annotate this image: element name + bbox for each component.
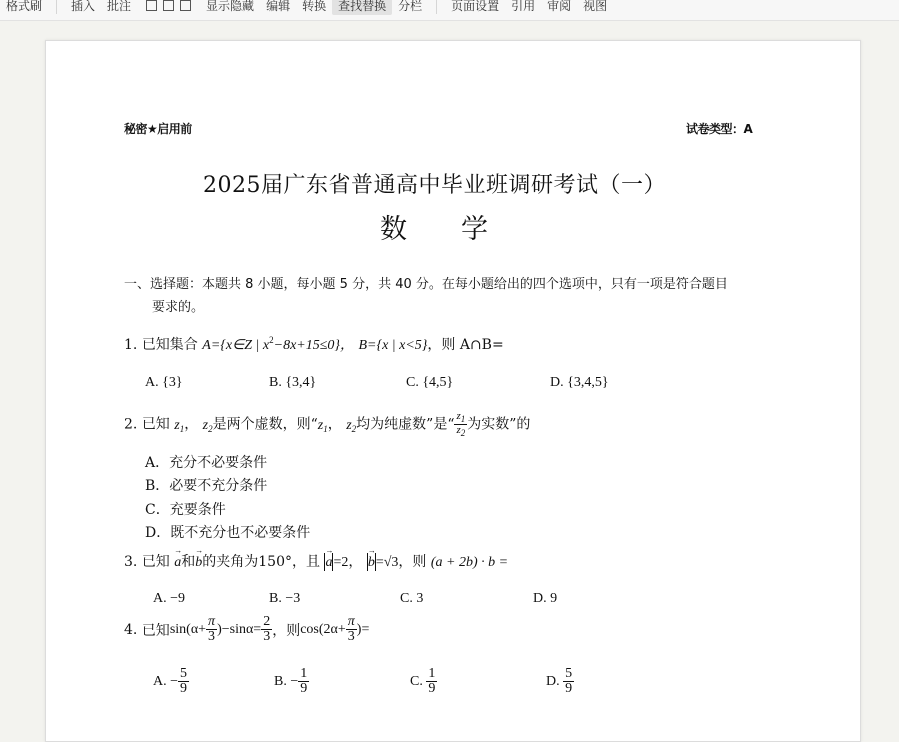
rhs-rest: )= <box>356 621 370 637</box>
question-4 <box>124 615 369 644</box>
question-number: 4. <box>124 621 138 638</box>
pi-over-3: $\frac{\pi}{3}$ <box>347 614 355 644</box>
q1-option-b: B. {3,4} <box>269 375 317 390</box>
q3-option-b: B. −3 <box>269 591 301 606</box>
question-text: 已知 <box>141 416 170 433</box>
toolbar-item-show-hide[interactable]: 显示隐藏 <box>206 0 255 13</box>
copy-icon <box>163 0 174 11</box>
q4-option-b: B. − $\frac{1}{9}$ <box>274 666 308 696</box>
question-1 <box>124 334 504 354</box>
question-2 <box>124 411 530 438</box>
z1-over-z2: $\frac{z_1}{z_2}$ <box>456 410 466 438</box>
toolbar-separator <box>56 0 57 14</box>
question-number: 1. <box>124 337 138 353</box>
ribbon-toolbar <box>0 0 899 21</box>
toolbar-item-format-painter[interactable]: 格式刷 <box>6 0 43 13</box>
dot-product-expression: (a + 2b) · b = <box>430 555 509 570</box>
q4-option-a: A. − $\frac{5}{9}$ <box>153 666 188 696</box>
question-number: 3. <box>124 554 138 570</box>
toolbar-item-view[interactable]: 视图 <box>583 0 608 13</box>
set-a: A={x∈Z | x <box>202 338 270 353</box>
question-text: 已知 <box>141 554 170 570</box>
vector-a: → a <box>174 555 181 571</box>
section-heading-line1: 一、选择题：本题共 8 小题，每小题 5 分，共 40 分。在每小题给出的四个选项中，只有一项是符合题目 <box>124 277 728 292</box>
lhs-rest: )−sinα= <box>217 621 262 637</box>
z2: $z_2$ <box>346 417 357 434</box>
comma: ， <box>327 416 342 433</box>
question-text: 是两个虚数，则“ <box>212 416 318 433</box>
question-text: 已知 <box>141 622 170 639</box>
question-3 <box>124 551 508 571</box>
q4-option-c: C. $\frac{1}{9}$ <box>410 666 436 696</box>
toolbar-item-insert[interactable]: 插入 <box>71 0 96 13</box>
question-text: 均为纯虚数”是“ <box>356 416 455 433</box>
exam-title: 2025届广东省普通高中毕业班调研考试（一） <box>203 173 666 198</box>
z2: $z_2$ <box>202 417 213 434</box>
question-text: 已知集合 <box>141 337 198 353</box>
z1: $z_1$ <box>174 417 185 434</box>
set-b: B={x | x<5} <box>358 338 428 353</box>
toolbar-item-convert[interactable]: 转换 <box>302 0 327 13</box>
page-icon <box>146 0 157 11</box>
comma: ， <box>184 416 199 433</box>
equation: =√3，则 <box>375 555 427 570</box>
q1-option-d: D. {3,4,5} <box>550 375 609 390</box>
q1-option-a: A. {3} <box>145 375 183 390</box>
toolbar-item-edit[interactable]: 编辑 <box>266 0 291 13</box>
vector-b: → b <box>195 555 202 571</box>
q2-option-a: A．充分不必要条件 <box>145 455 268 471</box>
question-text: ，则 <box>272 622 301 639</box>
q2-option-c: C．充要条件 <box>145 502 226 518</box>
arrow-icon <box>180 0 191 11</box>
two-thirds: $\frac{2}{3}$ <box>263 614 271 644</box>
vector-a: → a <box>325 555 332 571</box>
set-a-rest: −8x+15≤0}， <box>273 338 355 353</box>
header-secret: 秘密★启用前 <box>124 122 192 136</box>
toolbar-item-columns[interactable]: 分栏 <box>398 0 423 13</box>
z1: $z_1$ <box>317 417 328 434</box>
toolbar-icon-group[interactable] <box>137 0 200 15</box>
vector-b: → b <box>368 555 375 571</box>
subject-title: 数 学 <box>380 214 488 245</box>
q4-option-d: D. $\frac{5}{9}$ <box>546 666 573 696</box>
toolbar-item-references[interactable]: 引用 <box>511 0 536 13</box>
q1-option-c: C. {4,5} <box>406 375 454 390</box>
q3-option-d: D. 9 <box>533 591 558 606</box>
toolbar-item-review[interactable]: 审阅 <box>547 0 572 13</box>
toolbar-separator <box>436 0 437 14</box>
toolbar-item-find-replace[interactable]: 查找替换 <box>332 0 392 15</box>
section-heading-line2: 要求的。 <box>152 300 205 315</box>
lhs-sin: sin(α+ <box>169 621 207 637</box>
question-number: 2. <box>124 416 138 433</box>
equation: =2， <box>333 555 363 570</box>
q2-option-d: D．既不充分也不必要条件 <box>145 525 311 541</box>
toolbar-item-page-setup[interactable]: 页面设置 <box>451 0 500 13</box>
exponent: 2 <box>269 335 274 345</box>
rhs-cos: cos(2α+ <box>300 621 346 637</box>
question-suffix: ，则 A∩B= <box>427 337 504 353</box>
q2-option-b: B．必要不充分条件 <box>145 478 268 494</box>
question-text: 的夹角为150°，且 <box>202 554 320 570</box>
question-text: 和 <box>181 554 196 570</box>
header-paper-type: 试卷类型：A <box>686 122 753 136</box>
pi-over-3: $\frac{\pi}{3}$ <box>208 614 216 644</box>
question-text: 为实数”的 <box>467 416 531 433</box>
document-page <box>45 40 861 742</box>
toolbar-item-comment[interactable]: 批注 <box>107 0 132 13</box>
q3-option-c: C. 3 <box>400 591 424 606</box>
q3-option-a: A. −9 <box>153 591 186 606</box>
